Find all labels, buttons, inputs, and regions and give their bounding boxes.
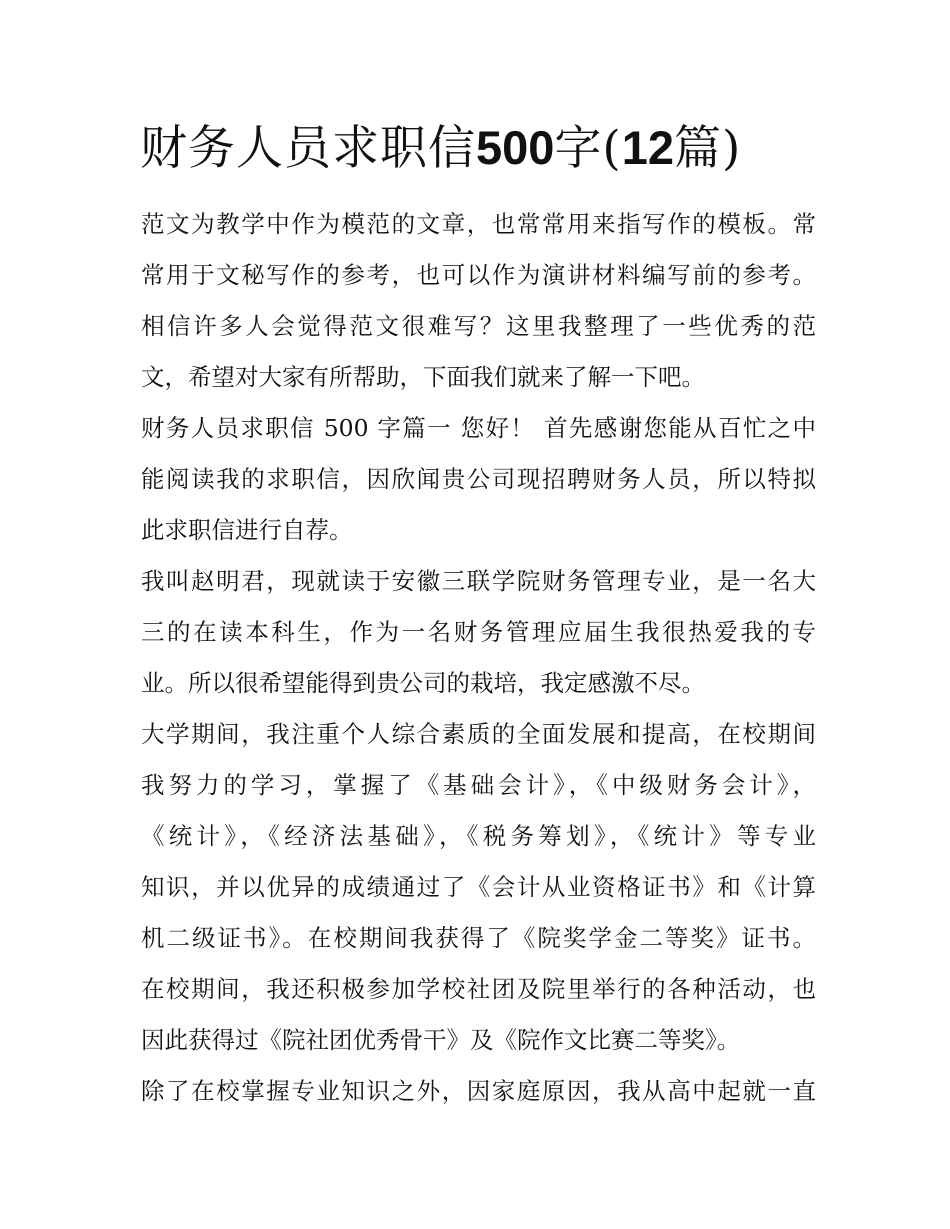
text-line: 因此获得过《院社团优秀骨干》及《院作文比赛二等奖》。 xyxy=(141,1026,741,1054)
text-line: 文，希望对大家有所帮助，下面我们就来了解一下吧。 xyxy=(141,363,705,391)
text-line: 《统计》，《经济法基础》，《税务筹划》，《统计》等专业 xyxy=(141,822,816,850)
text-line: 常用于文秘写作的参考，也可以作为演讲材料编写前的参考。 xyxy=(141,261,816,289)
title-middle: 字( xyxy=(554,121,622,176)
title-suffix: 篇) xyxy=(674,121,742,176)
document-body xyxy=(141,199,816,1117)
text-line: 在校期间，我还积极参加学校社团及院里举行的各种活动，也 xyxy=(141,975,816,1003)
text-line: 大学期间，我注重个人综合素质的全面发展和提高，在校期间 xyxy=(141,720,816,748)
text-line: 范文为教学中作为模范的文章，也常常用来指写作的模板。常 xyxy=(141,210,816,238)
text-line: 相信许多人会觉得范文很难写？这里我整理了一些优秀的范 xyxy=(141,312,816,340)
text-line: 机二级证书》。在校期间我获得了《院奖学金二等奖》证书。 xyxy=(141,924,816,952)
text-line: 此求职信进行自荐。 xyxy=(141,516,353,544)
text-line: 我努力的学习，掌握了《基础会计》，《中级财务会计》， xyxy=(141,771,816,799)
title-count: 12 xyxy=(621,121,675,174)
text-line: 除了在校掌握专业知识之外，因家庭原因，我从高中起就一直 xyxy=(141,1077,816,1105)
title-number: 500 xyxy=(476,121,555,174)
title-prefix: 财务人员求职信 xyxy=(140,121,476,176)
text-line: 三的在读本科生，作为一名财务管理应届生我很热爱我的专 xyxy=(141,618,816,646)
text-line: 我叫赵明君，现就读于安徽三联学院财务管理专业，是一名大 xyxy=(141,567,816,595)
document-title xyxy=(140,116,840,181)
text-line: 能阅读我的求职信，因欣闻贵公司现招聘财务人员，所以特拟 xyxy=(141,465,816,493)
text-line: 知识，并以优异的成绩通过了《会计从业资格证书》和《计算 xyxy=(141,873,816,901)
text-line: 财务人员求职信 500 字篇一 您好！ 首先感谢您能从百忙之中 xyxy=(141,414,816,442)
text-line: 业。所以很希望能得到贵公司的栽培，我定感激不尽。 xyxy=(141,669,705,697)
